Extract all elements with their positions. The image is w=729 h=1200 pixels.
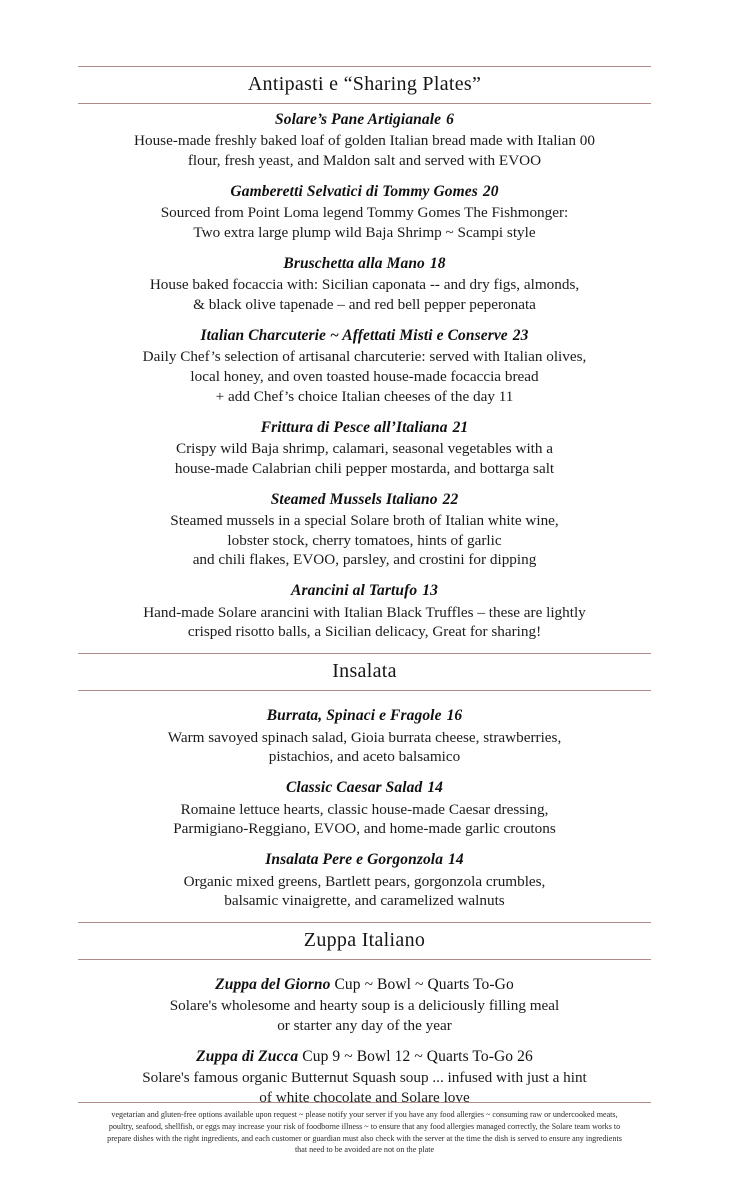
menu-item-price: 14 bbox=[448, 851, 464, 869]
description-line: House-made freshly baked loaf of golden Italian bread made with Italian 00 bbox=[134, 132, 595, 150]
description-line: Daily Chef’s selection of artisanal charcuterie: served with Italian olives, bbox=[142, 348, 587, 366]
description-line: Steamed mussels in a special Solare broth of Italian white wine, bbox=[170, 511, 559, 529]
menu-item-title: Classic Caesar Salad bbox=[285, 779, 423, 797]
menu-item-description bbox=[78, 203, 651, 243]
menu-item-price: 14 bbox=[427, 779, 444, 797]
menu-item bbox=[78, 326, 651, 407]
section-items-antipasti bbox=[78, 104, 651, 642]
description-line: Hand-made Solare arancini with Italian Black Truffles – these are lightly bbox=[143, 603, 586, 621]
menu-item bbox=[78, 110, 651, 171]
description-line: crisped risotto balls, a Sicilian delicacy, Great for sharing! bbox=[187, 623, 542, 641]
description-line: Sourced from Point Loma legend Tommy Gomes The Fishmonger: bbox=[160, 204, 569, 222]
description-line: & black olive tapenade – and red bell pepper peperonata bbox=[193, 296, 536, 314]
menu-item-title: Arancini al Tartufo bbox=[291, 582, 418, 600]
menu-item-name bbox=[78, 254, 651, 274]
menu-item-name bbox=[78, 1047, 651, 1067]
description-line: Romaine lettuce hearts, classic house-made Caesar dressing, bbox=[180, 800, 549, 818]
description-line: Two extra large plump wild Baja Shrimp ~ Scampi style bbox=[193, 224, 536, 242]
menu-item-name bbox=[78, 182, 651, 202]
menu-item bbox=[78, 182, 651, 243]
menu-item bbox=[78, 778, 651, 839]
menu-item-name bbox=[78, 706, 651, 726]
menu-item bbox=[78, 975, 651, 1036]
menu-item-title: Zuppa del Giorno bbox=[215, 976, 331, 994]
description-line: or starter any day of the year bbox=[277, 1017, 452, 1035]
menu-item-title: Bruschetta alla Mano bbox=[283, 254, 425, 272]
section-title-insalata: Insalata bbox=[332, 660, 397, 683]
description-line: Solare's wholesome and hearty soup is a deliciously filling meal bbox=[169, 997, 560, 1015]
menu-item-name bbox=[78, 581, 651, 601]
menu-item-price: 13 bbox=[422, 582, 438, 600]
menu-item bbox=[78, 1047, 651, 1108]
footer bbox=[78, 1102, 651, 1156]
menu-item-title: Steamed Mussels Italiano bbox=[270, 490, 438, 508]
menu-item-price: 6 bbox=[446, 111, 454, 128]
menu-item-title: Gamberetti Selvatici di Tommy Gomes bbox=[230, 182, 478, 200]
footer-line: poultry, seafood, shellfish, or eggs may increase your risk of foodborne illness ~ to ensure that any food allergies managed correctly, the Solare team works to bbox=[108, 1121, 621, 1131]
menu-item-title: Frittura di Pesce all’Italiana bbox=[260, 418, 448, 436]
description-line: flour, fresh yeast, and Maldon salt and served with EVOO bbox=[187, 152, 542, 170]
menu-item-note: Cup 9 ~ Bowl 12 ~ Quarts To-Go 26 bbox=[302, 1047, 533, 1065]
description-line: Organic mixed greens, Bartlett pears, gorgonzola crumbles, bbox=[183, 872, 546, 890]
menu-item-description bbox=[78, 800, 651, 840]
menu-item-price: 23 bbox=[512, 326, 529, 344]
section-title-zuppa: Zuppa Italiano bbox=[303, 929, 426, 952]
menu-item bbox=[78, 418, 651, 479]
description-line: house-made Calabrian chili pepper mostarda, and bottarga salt bbox=[174, 459, 555, 477]
menu-item-description bbox=[78, 603, 651, 643]
menu-item-name bbox=[78, 850, 651, 870]
menu-item-name bbox=[78, 326, 651, 346]
menu-item-price: 20 bbox=[482, 182, 499, 200]
menu-item-title: Zuppa di Zucca bbox=[196, 1047, 299, 1065]
menu-item-name bbox=[78, 418, 651, 438]
menu-item-description bbox=[78, 728, 651, 768]
menu-item-description bbox=[78, 275, 651, 315]
menu-item-description bbox=[78, 996, 651, 1036]
menu-item-price: 16 bbox=[446, 707, 463, 725]
menu-item-title: Italian Charcuterie ~ Affettati Misti e Conserve bbox=[200, 326, 508, 344]
menu-item-description bbox=[78, 439, 651, 479]
menu-item-note: Cup ~ Bowl ~ Quarts To-Go bbox=[334, 976, 514, 994]
description-line: + add Chef’s choice Italian cheeses of the day 11 bbox=[215, 387, 514, 405]
description-line: Solare's famous organic Butternut Squash soup ... infused with just a hint bbox=[142, 1069, 587, 1087]
description-line: pistachios, and aceto balsamico bbox=[268, 748, 461, 766]
description-line: lobster stock, cherry tomatoes, hints of garlic bbox=[227, 531, 502, 549]
menu-item-price: 21 bbox=[452, 418, 469, 436]
menu-item bbox=[78, 581, 651, 642]
section-items-zuppa bbox=[78, 960, 651, 1108]
menu-item-description bbox=[78, 872, 651, 912]
menu-item bbox=[78, 850, 651, 911]
menu-item-name bbox=[78, 975, 651, 995]
menu-item-title: Insalata Pere e Gorgonzola bbox=[265, 851, 444, 869]
menu-item bbox=[78, 254, 651, 315]
menu-item bbox=[78, 706, 651, 767]
menu-item-description bbox=[78, 347, 651, 406]
menu-item bbox=[78, 490, 651, 571]
footer-line: prepare dishes with the right ingredients, and each customer or guardian must also check with the server at the time the dish is served to ensure any ingredients bbox=[107, 1133, 622, 1143]
footer-line: that need to be avoided are not on the plate bbox=[294, 1145, 435, 1155]
menu-item-title: Solare’s Pane Artigianale bbox=[275, 111, 442, 128]
description-line: Warm savoyed spinach salad, Gioia burrata cheese, strawberries, bbox=[167, 728, 562, 746]
footer-line: vegetarian and gluten-free options available upon request ~ please notify your server if you have any food allergies ~ consuming raw or undercooked meats, bbox=[111, 1110, 618, 1120]
menu-item-price: 22 bbox=[442, 490, 459, 508]
menu-item-description bbox=[78, 131, 651, 171]
section-title-antipasti: Antipasti e “Sharing Plates” bbox=[247, 73, 482, 95]
section-items-insalata bbox=[78, 691, 651, 911]
menu-item-name bbox=[78, 110, 651, 130]
menu-item-title: Burrata, Spinaci e Fragole bbox=[266, 707, 442, 725]
menu-item-description bbox=[78, 511, 651, 570]
menu-item-name bbox=[78, 490, 651, 510]
menu-item-name bbox=[78, 778, 651, 798]
description-line: and chili flakes, EVOO, parsley, and crostini for dipping bbox=[192, 551, 537, 569]
description-line: of white chocolate and Solare love bbox=[259, 1089, 470, 1107]
description-line: Crispy wild Baja shrimp, calamari, seasonal vegetables with a bbox=[175, 440, 554, 458]
description-line: Parmigiano-Reggiano, EVOO, and home-made garlic croutons bbox=[173, 820, 556, 838]
menu-item-price: 18 bbox=[429, 254, 446, 272]
description-line: House baked focaccia with: Sicilian caponata -- and dry figs, almonds, bbox=[149, 276, 580, 294]
footer-disclaimer bbox=[78, 1103, 651, 1156]
description-line: local honey, and oven toasted house-made focaccia bread bbox=[190, 368, 539, 386]
description-line: balsamic vinaigrette, and caramelized walnuts bbox=[224, 892, 505, 910]
